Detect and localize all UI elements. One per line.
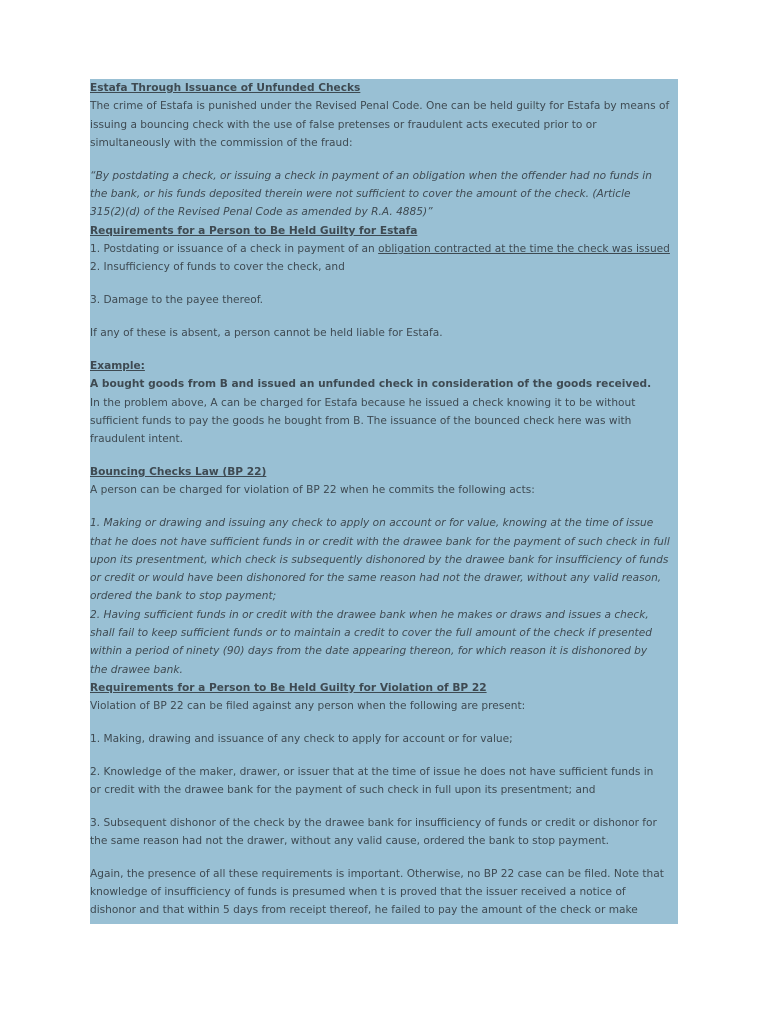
- bp22-act1-line: 1. Making or drawing and issuing any check to apply on account or for value, knowing at the time of issue: [90, 517, 654, 530]
- bp22-intro: A person can be charged for violation of BP 22 when he commits the following acts:: [90, 484, 535, 497]
- example-line: In the problem above, A can be charged for Estafa because he issued a check knowing it to be without: [90, 396, 636, 409]
- closing-line: knowledge of insufficiency of funds is presumed when t is proved that the issuer received a notice of: [90, 885, 626, 898]
- bp22-requirements-heading: Requirements for a Person to Be Held Guilty for Violation of BP 22: [90, 681, 487, 694]
- bp22-requirement-2-line: or credit with the drawee bank for the payment of such check in full upon its presentment; and: [90, 783, 596, 796]
- bp22-act1-line: that he does not have sufficient funds in or credit with the drawee bank for the payment of such check in full: [90, 535, 670, 548]
- intro-line: The crime of Estafa is punished under the Revised Penal Code. One can be held guilty for Estafa by means of: [90, 100, 670, 113]
- bp22-act2-line: within a period of ninety (90) days from the date appearing thereon, for which reason it is dishonored by: [90, 645, 648, 658]
- intro-line: simultaneously with the commission of the fraud:: [90, 136, 353, 149]
- obligation-link[interactable]: obligation contracted at the time the check was issued: [378, 242, 670, 255]
- estafa-requirement-3: 3. Damage to the payee thereof.: [90, 294, 264, 307]
- intro-line: issuing a bouncing check with the use of false pretenses or fraudulent acts executed prior to or: [90, 118, 597, 131]
- bp22-requirement-3-line: the same reason had not the drawer, without any valid cause, ordered the bank to stop payment.: [90, 834, 609, 847]
- bp22-requirements-intro: Violation of BP 22 can be filed against any person when the following are present:: [90, 700, 526, 713]
- bp22-requirement-2-line: 2. Knowledge of the maker, drawer, or issuer that at the time of issue he does not have sufficient funds in: [90, 765, 654, 778]
- bp22-act1-line: ordered the bank to stop payment;: [90, 590, 277, 603]
- bp22-act1-line: upon its presentment, which check is subsequently dishonored by the drawee bank for insufficiency of funds: [90, 553, 669, 566]
- absent-note: If any of these is absent, a person cannot be held liable for Estafa.: [90, 327, 443, 340]
- example-line: fraudulent intent.: [90, 433, 183, 446]
- closing-line: dishonor and that within 5 days from receipt thereof, he failed to pay the amount of the check or make: [90, 904, 638, 917]
- estafa-requirement-1: [90, 240, 678, 258]
- example-heading: Example:: [90, 359, 145, 372]
- document-panel: [90, 79, 678, 924]
- bp22-act2-line: 2. Having sufficient funds in or credit with the drawee bank when he makes or draws and issues a check,: [90, 608, 649, 621]
- example-case: A bought goods from B and issued an unfunded check in consideration of the goods received.: [90, 378, 652, 391]
- bp22-act2-line: the drawee bank.: [90, 663, 183, 676]
- title-heading: Estafa Through Issuance of Unfunded Checks: [90, 82, 361, 94]
- bp22-requirement-3-line: 3. Subsequent dishonor of the check by the drawee bank for insufficiency of funds or credit or dishonor for: [90, 816, 657, 829]
- bp22-requirement-1: 1. Making, drawing and issuance of any check to apply for account or for value;: [90, 732, 513, 745]
- estafa-requirement-2: 2. Insufficiency of funds to cover the check, and: [90, 261, 345, 274]
- example-line: sufficient funds to pay the goods he bought from B. The issuance of the bounced check here was with: [90, 414, 632, 427]
- closing-line: Again, the presence of all these requirements is important. Otherwise, no BP 22 case can be filed. Note that: [90, 867, 664, 880]
- bp22-heading: Bouncing Checks Law (BP 22): [90, 466, 267, 479]
- estafa-requirement-1-text: 1. Postdating or issuance of a check in payment of an: [90, 242, 379, 255]
- bp22-act1-line: or credit or would have been dishonored for the same reason had not the drawer, without any valid reason,: [90, 572, 662, 585]
- bp22-act2-line: shall fail to keep sufficient funds or to maintain a credit to cover the full amount of the check if presented: [90, 626, 652, 639]
- quote-line: “By postdating a check, or issuing a check in payment of an obligation when the offender had no funds in: [90, 169, 652, 182]
- estafa-requirements-heading: Requirements for a Person to Be Held Guilty for Estafa: [90, 224, 418, 237]
- quote-line: 315(2)(d) of the Revised Penal Code as amended by R.A. 4885)”: [90, 206, 433, 219]
- quote-line: the bank, or his funds deposited therein were not sufficient to cover the amount of the check. (Article: [90, 188, 631, 201]
